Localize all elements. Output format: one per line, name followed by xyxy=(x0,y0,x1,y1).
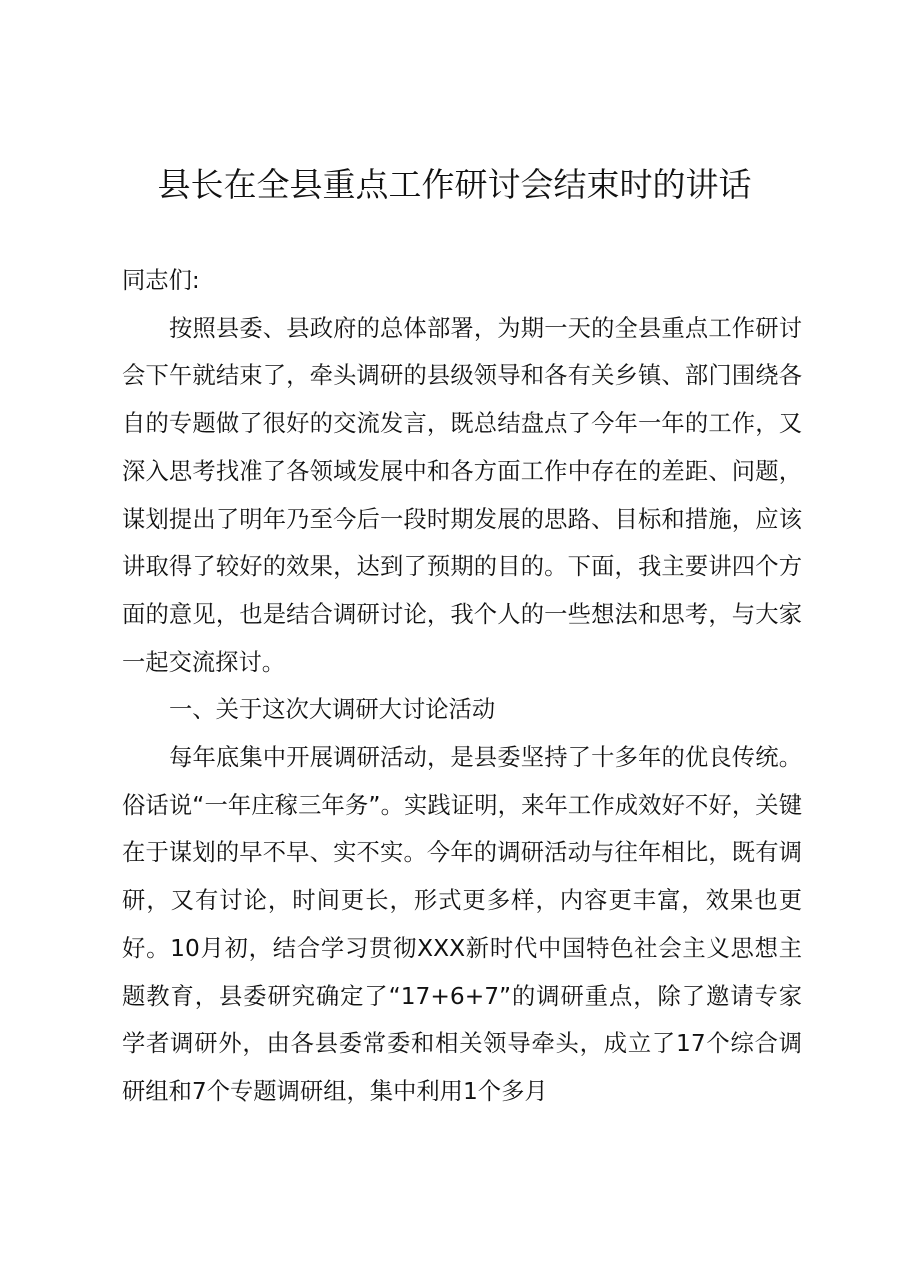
paragraph-intro: 按照县委、县政府的总体部署，为期一天的全县重点工作研讨会下午就结束了，牵头调研的县级领导和各有关乡镇、部门围绕各自的专题做了很好的交流发言，既总结盘点了今年一年的工作，又深入思考找准了各领域发展中和各方面工作中存在的差距、问题，谋划提出了明年乃至今后一段时期发展的思路、目标和措施，应该讲取得了较好的效果，达到了预期的目的。下面，我主要讲四个方面的意见，也是结合调研讨论，我个人的一些想法和思考，与大家一起交流探讨。 xyxy=(122,314,802,676)
document-body xyxy=(122,257,802,1116)
section-heading-1: 一、关于这次大调研大讨论活动 xyxy=(169,696,496,724)
salutation: 同志们: xyxy=(122,267,200,294)
paragraph-section-1: 每年底集中开展调研活动，是县委坚持了十多年的优良传统。俗话说“一年庄稼三年务”。实践证明，来年工作成效好不好，关键在于谋划的早不早、实不实。今年的调研活动与往年相比，既有调研，又有讨论，时间更长，形式更多样，内容更丰富，效果也更好。10月初，结合学习贯彻XXX新时代中国特色社会主义思想主题教育，县委研究确定了“17+6+7”的调研重点，除了邀请专家学者调研外，由各县委常委和相关领导牵头，成立了17个综合调研组和7个专题调研组，集中利用1个多月 xyxy=(122,744,802,1105)
document-title: 县长在全县重点工作研讨会结束时的讲话 xyxy=(157,165,752,204)
